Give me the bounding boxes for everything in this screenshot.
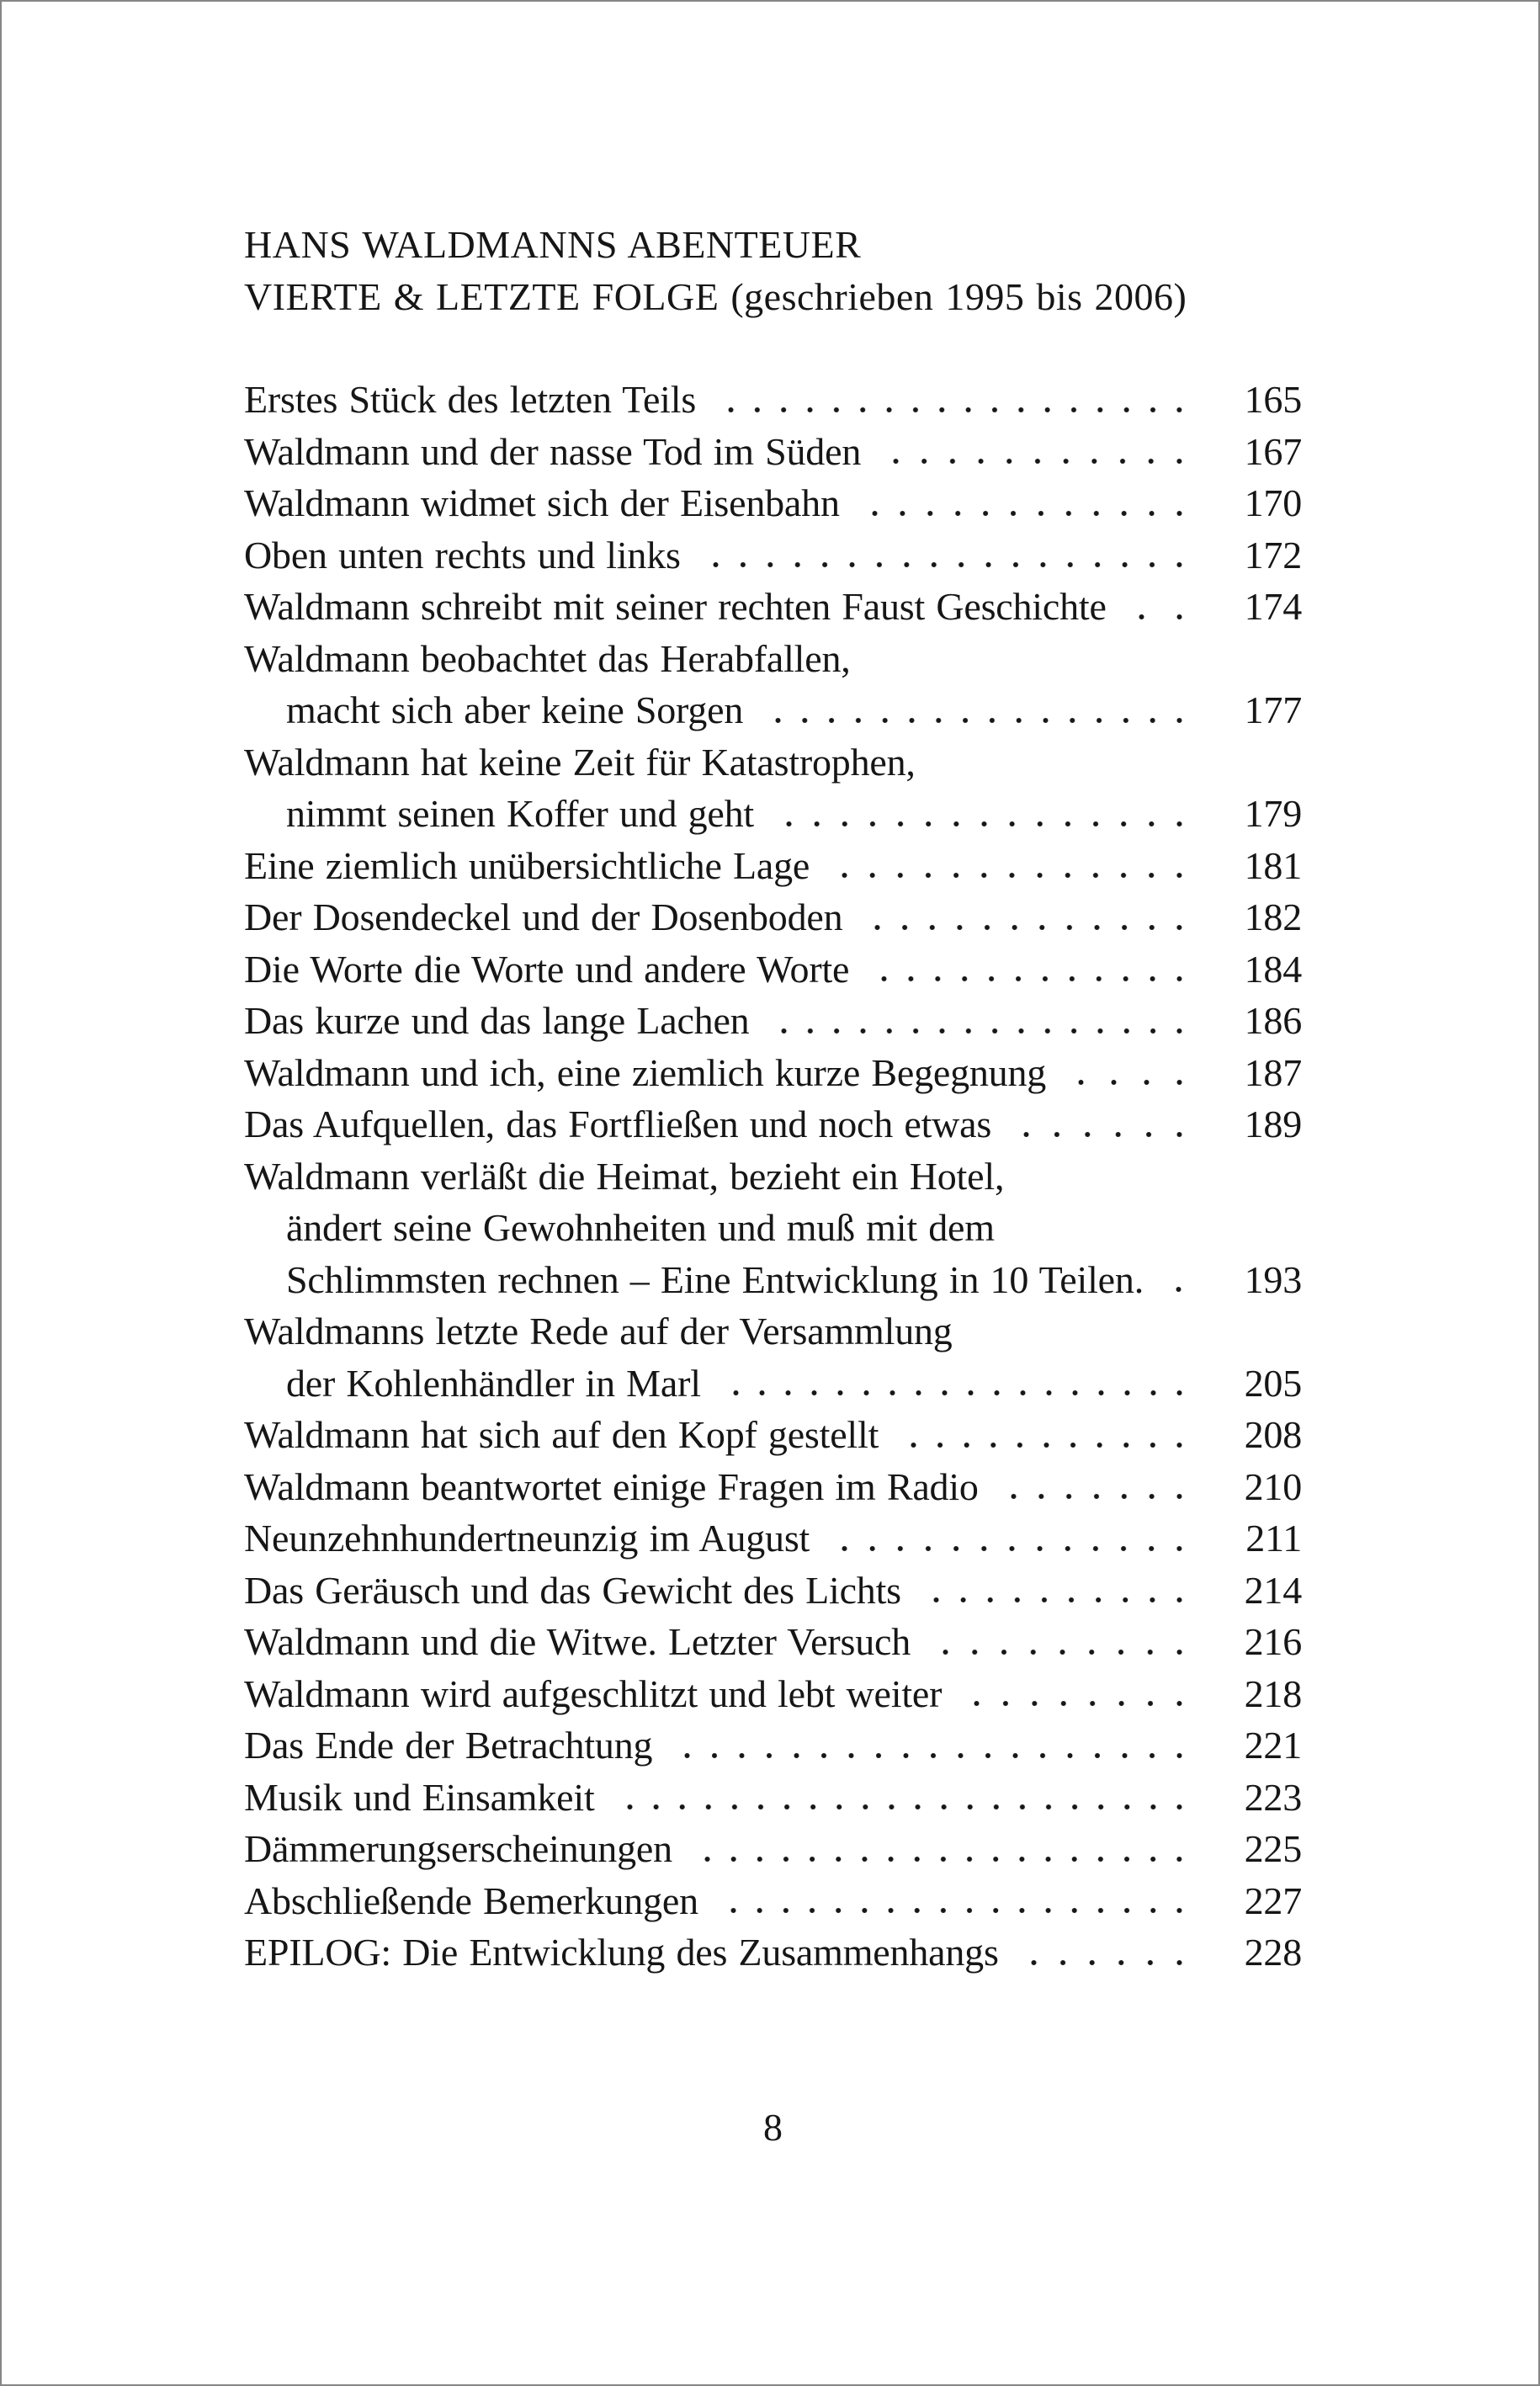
toc-row (244, 1461, 1302, 1513)
dot-leader (694, 1823, 1192, 1875)
dot-leader (864, 891, 1192, 943)
toc-page-number: 223 (1244, 1775, 1302, 1819)
toc-page-number: 221 (1244, 1724, 1302, 1767)
toc-page-number: 214 (1244, 1568, 1302, 1612)
dot-leader (1166, 1254, 1192, 1306)
dot-leader (900, 1409, 1192, 1461)
dot-leader (771, 995, 1192, 1047)
toc-entry-title: ändert seine Gewohnheiten und muß mit dem (286, 1206, 995, 1249)
toc-row (244, 374, 1302, 426)
dot-leader (718, 374, 1192, 426)
toc-page-number: 205 (1244, 1361, 1302, 1405)
toc-page-number: 218 (1244, 1671, 1302, 1715)
dot-leader (923, 1565, 1192, 1617)
toc-entry-title: Der Dosendeckel und der Dosenboden (244, 895, 843, 938)
toc-row (244, 1512, 1302, 1565)
toc-row (244, 1047, 1302, 1099)
toc-entry-title: Die Worte die Worte und andere Worte (244, 947, 850, 991)
toc-row (244, 1254, 1302, 1306)
toc-page-number: 182 (1244, 895, 1302, 938)
dot-leader (765, 684, 1192, 736)
toc-row (244, 1719, 1302, 1772)
toc-row (244, 1823, 1302, 1875)
toc-row (244, 1202, 1302, 1254)
toc-entry-title: EPILOG: Die Entwicklung des Zusammenhangs (244, 1931, 999, 1974)
toc-page-number: 211 (1245, 1517, 1302, 1560)
dot-leader (720, 1875, 1192, 1927)
toc-row (244, 529, 1302, 582)
toc-page-number: 225 (1244, 1827, 1302, 1870)
toc-entry-title: nimmt seinen Koffer und geht (286, 792, 754, 835)
toc-entry-title: Waldmann widmet sich der Eisenbahn (244, 481, 840, 524)
toc-row (244, 891, 1302, 943)
toc-row (244, 1150, 1302, 1203)
toc-page-number: 187 (1244, 1050, 1302, 1094)
toc-row (244, 995, 1302, 1047)
dot-leader (1021, 1926, 1192, 1979)
toc-row (244, 840, 1302, 892)
toc-page-number: 189 (1244, 1103, 1302, 1145)
dot-leader (617, 1772, 1192, 1824)
dot-leader (776, 788, 1192, 840)
toc-entry-title: Waldmann hat keine Zeit für Katastrophen, (244, 740, 916, 784)
toc-row (244, 633, 1302, 685)
toc-entry-title: Waldmanns letzte Rede auf der Versammlung (244, 1310, 953, 1352)
toc-page-number: 227 (1244, 1879, 1302, 1922)
toc-page-number: 193 (1244, 1257, 1302, 1301)
toc-entry-title: Waldmann und der nasse Tod im Süden (244, 429, 862, 473)
toc-page-number: 177 (1244, 688, 1302, 731)
toc-page-number: 167 (1244, 429, 1302, 473)
toc-row (244, 1875, 1302, 1927)
toc-page-number: 208 (1244, 1413, 1302, 1456)
toc-entry-title: Oben unten rechts und links (244, 533, 681, 577)
toc-page-number: 181 (1244, 843, 1302, 887)
toc-entry-title: Abschließende Bemerkungen (244, 1879, 698, 1922)
toc-entry-title: Neunzehnhundertneunzig im August (244, 1517, 810, 1560)
toc-row (244, 943, 1302, 996)
toc-header (244, 219, 1302, 323)
toc-page-number: 216 (1244, 1620, 1302, 1663)
toc-entry-title: Waldmann beobachtet das Herabfallen, (244, 636, 851, 680)
toc-row (244, 477, 1302, 529)
toc-entry-title: Waldmann verläßt die Heimat, bezieht ein Hotel, (244, 1154, 1005, 1198)
dot-leader (831, 1512, 1192, 1565)
dot-leader (932, 1616, 1192, 1668)
toc-entry-title: Waldmann und ich, eine ziemlich kurze Begegnung (244, 1050, 1047, 1094)
toc-entry-title: Waldmann hat sich auf den Kopf gestellt (244, 1413, 879, 1456)
dot-leader (831, 840, 1192, 892)
toc-page-number: 165 (1244, 378, 1302, 421)
page-footer (244, 2102, 1302, 2154)
toc-page-number: 186 (1244, 999, 1302, 1042)
dot-leader (723, 1358, 1192, 1410)
toc-page-number: 174 (1244, 585, 1302, 628)
toc-entry-title: Musik und Einsamkeit (244, 1775, 595, 1819)
dot-leader (1128, 581, 1192, 633)
toc-row (244, 426, 1302, 478)
dot-leader (862, 477, 1192, 529)
toc-entry-title: Schlimmsten rechnen – Eine Entwicklung in 10 Teilen. (286, 1257, 1144, 1301)
toc-row (244, 788, 1302, 840)
toc-page-number: 210 (1244, 1464, 1302, 1508)
page-content (2, 2, 1302, 2153)
toc-entry-title: macht sich aber keine Sorgen (286, 688, 744, 731)
toc-list (244, 374, 1302, 1979)
toc-page-number: 179 (1244, 792, 1302, 835)
toc-entry-title: Waldmann beantwortet einige Fragen im Radio (244, 1464, 979, 1508)
dot-leader (964, 1668, 1192, 1720)
toc-entry-title: Das kurze und das lange Lachen (244, 999, 750, 1042)
toc-page-number: 184 (1244, 947, 1302, 991)
toc-entry-title: Dämmerungserscheinungen (244, 1827, 672, 1870)
dot-leader (1013, 1098, 1192, 1150)
toc-row (244, 581, 1302, 633)
toc-row (244, 1668, 1302, 1720)
toc-entry-title: Waldmann wird aufgeschlitzt und lebt weiter (244, 1671, 943, 1715)
toc-entry-title: Waldmann und die Witwe. Letzter Versuch (244, 1620, 911, 1663)
toc-entry-title: Das Ende der Betrachtung (244, 1724, 653, 1767)
dot-leader (871, 943, 1192, 996)
toc-row (244, 736, 1302, 789)
toc-row (244, 1565, 1302, 1617)
book-title: HANS WALDMANNS ABENTEUER (244, 223, 862, 266)
toc-entry-title: der Kohlenhändler in Marl (286, 1361, 701, 1405)
toc-entry-title: Das Geräusch und das Gewicht des Lichts (244, 1568, 901, 1612)
toc-row (244, 1616, 1302, 1668)
folio-page-number: 8 (763, 2105, 783, 2149)
toc-entry-title: Eine ziemlich unübersichtliche Lage (244, 843, 810, 887)
dot-leader (883, 426, 1192, 478)
dot-leader (674, 1719, 1192, 1772)
toc-page-number: 228 (1244, 1931, 1302, 1974)
dot-leader (703, 529, 1192, 582)
toc-page-number: 172 (1244, 533, 1302, 577)
toc-entry-title: Das Aufquellen, das Fortfließen und noch etwas (244, 1103, 992, 1145)
toc-row (244, 1358, 1302, 1410)
dot-leader (1001, 1461, 1192, 1513)
toc-page-number: 170 (1244, 481, 1302, 524)
toc-entry-title: Waldmann schreibt mit seiner rechten Faust Geschichte (244, 585, 1107, 628)
dot-leader (1068, 1047, 1192, 1099)
toc-row (244, 1772, 1302, 1824)
toc-row (244, 1098, 1302, 1150)
toc-entry-title: Erstes Stück des letzten Teils (244, 378, 697, 421)
toc-row (244, 684, 1302, 736)
book-subtitle: VIERTE & LETZTE FOLGE (geschrieben 1995 bis 2006) (244, 275, 1187, 318)
toc-row (244, 1305, 1302, 1358)
toc-row (244, 1409, 1302, 1461)
toc-row (244, 1926, 1302, 1979)
